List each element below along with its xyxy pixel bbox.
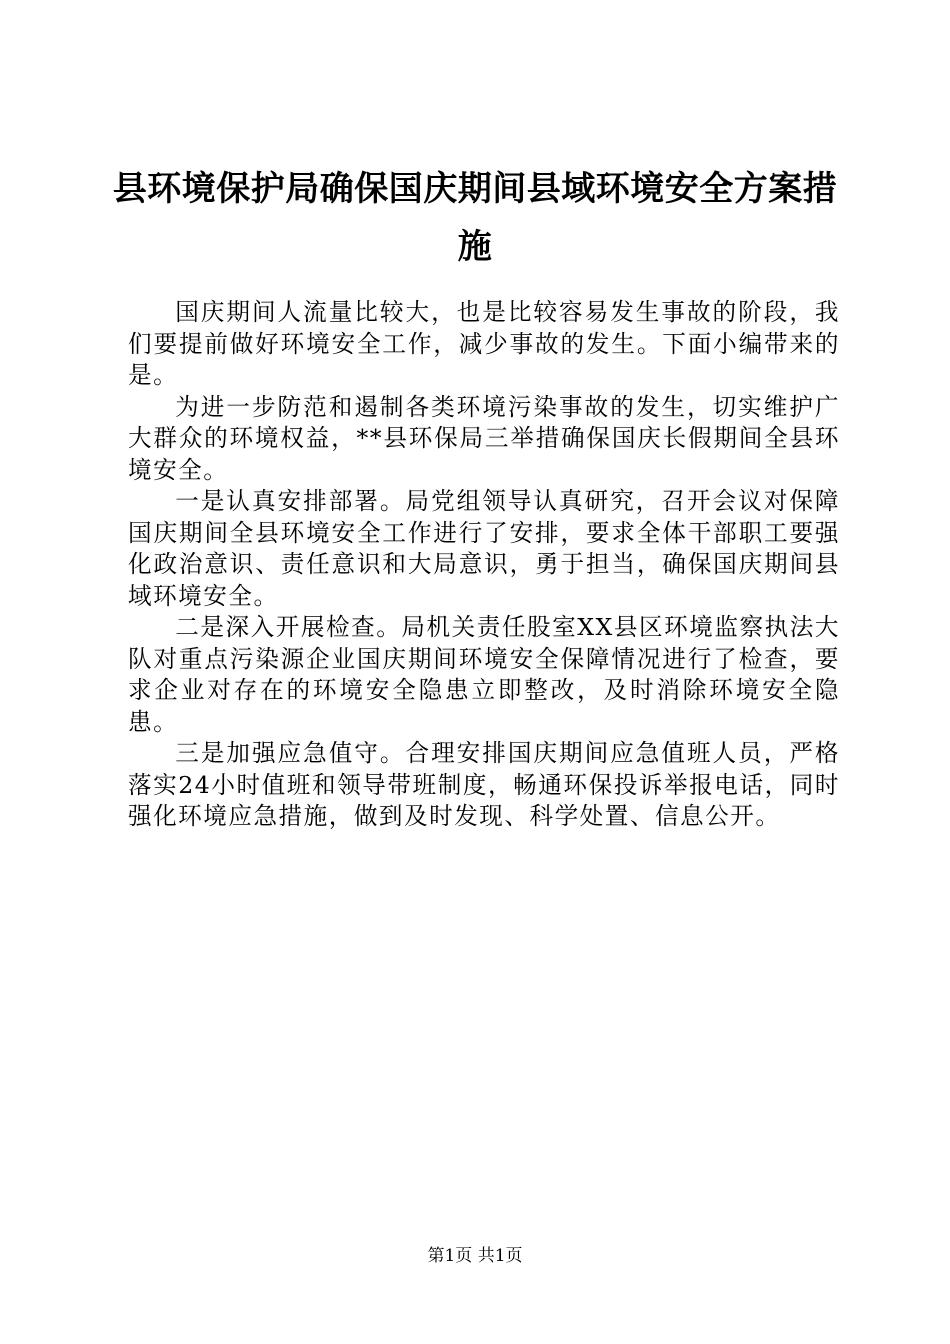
paragraph-intro: 国庆期间人流量比较大，也是比较容易发生事故的阶段，我们要提前做好环境安全工作，减少事故的发生。下面小编带来的是。 [128, 298, 840, 389]
paragraph-purpose: 为进一步防范和遏制各类环境污染事故的发生，切实维护广大群众的环境权益，**县环保局三举措确保国庆长假期间全县环境安全。 [128, 392, 840, 484]
document-body [128, 297, 840, 833]
paragraph-measure-three: 三是加强应急值守。合理安排国庆期间应急值班人员，严格落实24小时值班和领导带班制度，畅通环保投诉举报电话，同时强化环境应急措施，做到及时发现、科学处置、信息公开。 [128, 739, 840, 830]
page-number-footer: 第1页 共1页 [427, 1246, 523, 1266]
paragraph-measure-two: 二是深入开展检查。局机关责任股室XX县区环境监察执法大队对重点污染源企业国庆期间环境安全保障情况进行了检查，要求企业对存在的环境安全隐患立即整改，及时消除环境安全隐患。 [128, 613, 840, 736]
paragraph-measure-one: 一是认真安排部署。局党组领导认真研究，召开会议对保障国庆期间全县环境安全工作进行了安排，要求全体干部职工要强化政治意识、责任意识和大局意识，勇于担当，确保国庆期间县域环境安全。 [128, 487, 840, 610]
document-title: 县环境保护局确保国庆期间县域环境安全方案措施 [112, 169, 838, 267]
